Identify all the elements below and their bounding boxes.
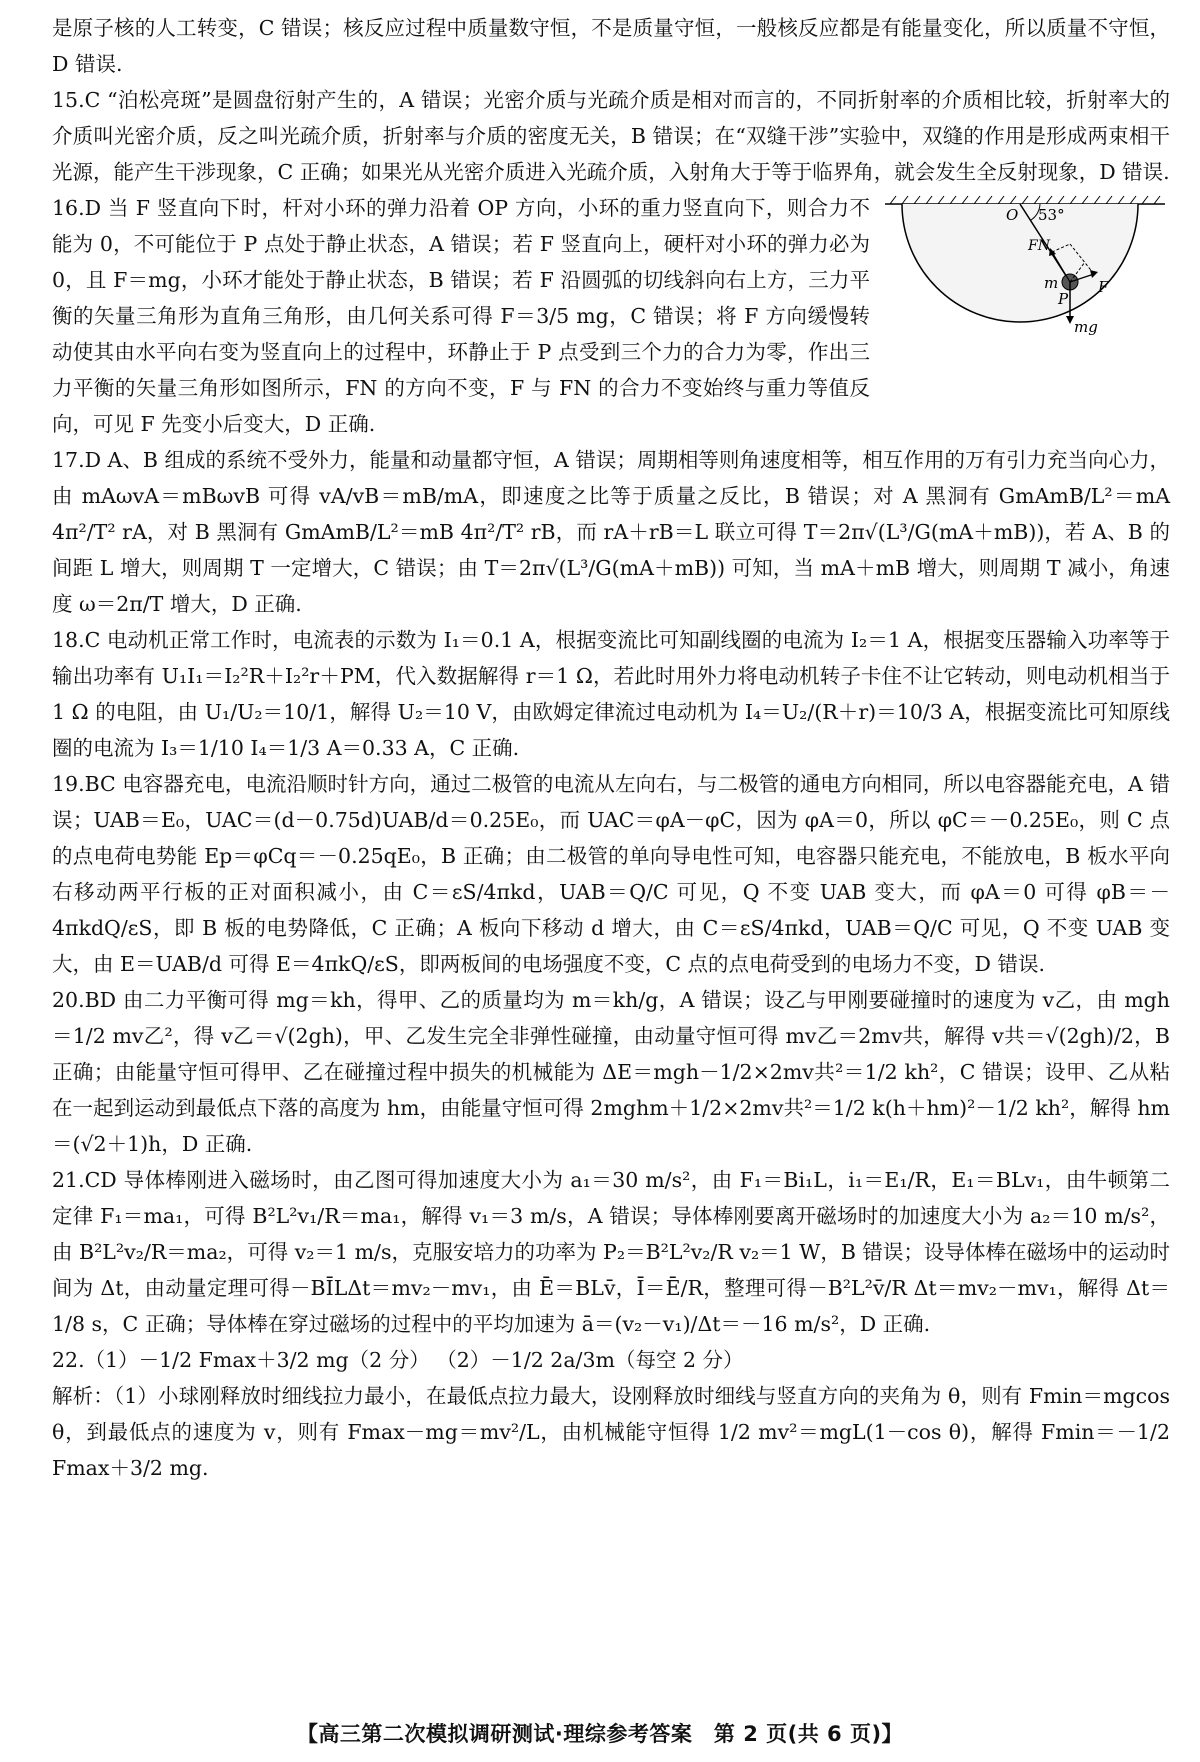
answer-22: 22.（1）－1/2 Fmax＋3/2 mg（2 分） （2）－1/2 2a/3m（每空 2 分） [52, 1348, 744, 1372]
label-m: m [1044, 274, 1059, 292]
label-o: O [1006, 206, 1019, 224]
answer-18: 18.C 电动机正常工作时，电流表的示数为 I₁＝0.1 A，根据变流比可知副线圈的电流为 I₂＝1 A，根据变压器输入功率等于输出功率有 U₁I₁＝I₂²R＋I₂²r＋PM，代入数据解得 r＝1 Ω，若此时用外力将电动机转子卡住不让它转动，则电动机相当于 1 Ω 的电阻，由 U₁/U₂＝10/1，解得 U₂＝10 V，由欧姆定律流过电动机为 I₄＝U₂/(R＋r)＝10/3 A，根据变流比可知原线圈的电流为 I₃＝1/10 I₄＝1/3 A＝0.33 A，C 正确. [52, 628, 1170, 760]
page-footer: 【高三第二次模拟调研测试·理综参考答案 第 2 页(共 6 页)】 [296, 1722, 904, 1746]
answer-22-analysis: 解析：（1）小球刚释放时细线拉力最小，在最低点拉力最大，设刚释放时细线与竖直方向的夹角为 θ，则有 Fmin＝mgcos θ，到最低点的速度为 v，则有 Fmax－mg＝mv²/L，由机械能守恒得 1/2 mv²＝mgL(1－cos θ)，解得 Fmin＝－1/2 Fmax＋3/2 mg. [52, 1384, 1170, 1480]
answer-19: 19.BC 电容器充电，电流沿顺时针方向，通过二极管的电流从左向右，与二极管的通电方向相同，所以电容器能充电，A 错误；UAB＝E₀，UAC＝(d－0.75d)UAB/d＝0.25E₀，而 UAC＝φA－φC，因为 φA＝0，所以 φC＝－0.25E₀，则 C 点的点电荷电势能 Ep＝φCq＝－0.25qE₀，B 正确；由二极管的单向导电性可知，电容器只能充电，不能放电，B 板水平向右移动两平行板的正对面积减小，由 C＝εS/4πkd，UAB＝Q/C 可见，Q 不变 UAB 变大，而 φA＝0 可得 φB＝－4πkdQ/εS，即 B 板的电势降低，C 正确；A 板向下移动 d 增大，由 C＝εS/4πkd，UAB＝Q/C 可见，Q 不变 UAB 变大，由 E＝UAB/d 可得 E＝4πkQ/εS，即两板间的电场强度不变，C 点的点电荷受到的电场力不变，D 错误. [52, 772, 1170, 976]
angle-label: 53° [1038, 206, 1065, 224]
label-fn: FN [1028, 238, 1050, 254]
label-f: F [1098, 278, 1109, 296]
label-mg: mg [1074, 318, 1098, 336]
answer-17: 17.D A、B 组成的系统不受外力，能量和动量都守恒，A 错误；周期相等则角速度相等，相互作用的万有引力充当向心力，由 mAωvA＝mBωvB 可得 vA/vB＝mB/mA，即速度之比等于质量之反比，B 错误；对 A 黑洞有 GmAmB/L²＝mA 4π²/T² rA，对 B 黑洞有 GmAmB/L²＝mB 4π²/T² rB，而 rA＋rB＝L 联立可得 T＝2π√(L³/G(mA＋mB))，若 A、B 的间距 L 增大，则周期 T 一定增大，C 错误；由 T＝2π√(L³/G(mA＋mB)) 可知，当 mA＋mB 增大，则周期 T 减小，角速度 ω＝2π/T 增大，D 正确. [52, 448, 1170, 616]
answer-15: 15.C “泊松亮斑”是圆盘衍射产生的，A 错误；光密介质与光疏介质是相对而言的，不同折射率的介质相比较，折射率大的介质叫光密介质，反之叫光疏介质，折射率与介质的密度无关，B 错误；在“双缝干涉”实验中，双缝的作用是形成两束相干光源，能产生干涉现象，C 正确；如果光从光密介质进入光疏介质，入射角大于等于临界角，就会发生全反射现象，D 错误. [52, 88, 1170, 184]
intro-paragraph: 是原子核的人工转变，C 错误；核反应过程中质量数守恒，不是质量守恒，一般核反应都是有能量变化，所以质量不守恒，D 错误. [52, 16, 1170, 76]
answer-21: 21.CD 导体棒刚进入磁场时，由乙图可得加速度大小为 a₁＝30 m/s²，由 F₁＝Bi₁L，i₁＝E₁/R，E₁＝BLv₁，由牛顿第二定律 F₁＝ma₁，可得 B²L²v₁/R＝ma₁，解得 v₁＝3 m/s，A 错误；导体棒刚要离开磁场时的加速度大小为 a₂＝10 m/s²，由 B²L²v₂/R＝ma₂，可得 v₂＝1 m/s，克服安培力的功率为 P₂＝B²L²v₂/R v₂＝1 W，B 错误；设导体棒在磁场中的运动时间为 Δt，由动量定理可得－BĪLΔt＝mv₂－mv₁，由 Ē＝BLv̄，Ī＝Ē/R，整理可得－B²L²v̄/R Δt＝mv₂－mv₁，解得 Δt＝1/8 s，C 正确；导体棒在穿过磁场的过程中的平均加速为 ā＝(v₂－v₁)/Δt＝－16 m/s²，D 正确. [52, 1168, 1170, 1336]
answer-page [52, 10, 1170, 1486]
ring-force-diagram [880, 192, 1170, 342]
label-p: P [1058, 290, 1069, 308]
answer-20: 20.BD 由二力平衡可得 mg＝kh，得甲、乙的质量均为 m＝kh/g，A 错误；设乙与甲刚要碰撞时的速度为 v乙，由 mgh＝1/2 mv乙²，得 v乙＝√(2gh)，甲、乙发生完全非弹性碰撞，由动量守恒可得 mv乙＝2mv共，解得 v共＝√(2gh)/2，B 正确；由能量守恒可得甲、乙在碰撞过程中损失的机械能为 ΔE＝mgh－1/2×2mv共²＝1/2 kh²，C 错误；设甲、乙从粘在一起到运动到最低点下落的高度为 hm，由能量守恒可得 2mghm＋1/2×2mv共²＝1/2 k(h＋hm)²－1/2 kh²，解得 hm＝(√2＋1)h，D 正确. [52, 988, 1170, 1156]
answer-16: 16.D 当 F 竖直向下时，杆对小环的弹力沿着 OP 方向，小环的重力竖直向下，则合力不能为 0，不可能位于 P 点处于静止状态，A 错误；若 F 竖直向上，硬杆对小环的弹力必为 0，且 F＝mg，小环才能处于静止状态，B 错误；若 F 沿圆弧的切线斜向右上方，三力平衡的矢量三角形为直角三角形，由几何关系可得 F＝3/5 mg，C 错误；将 F 方向缓慢转动使其由水平向右变为竖直向上的过程中，环静止于 P 点受到三个力的合力为零，作出三力平衡的矢量三角形如图所示，FN 的方向不变，F 与 FN 的合力不变始终与重力等值反向，可见 F 先变小后变大，D 正确. [52, 196, 870, 436]
answer-16-block [52, 190, 1170, 442]
